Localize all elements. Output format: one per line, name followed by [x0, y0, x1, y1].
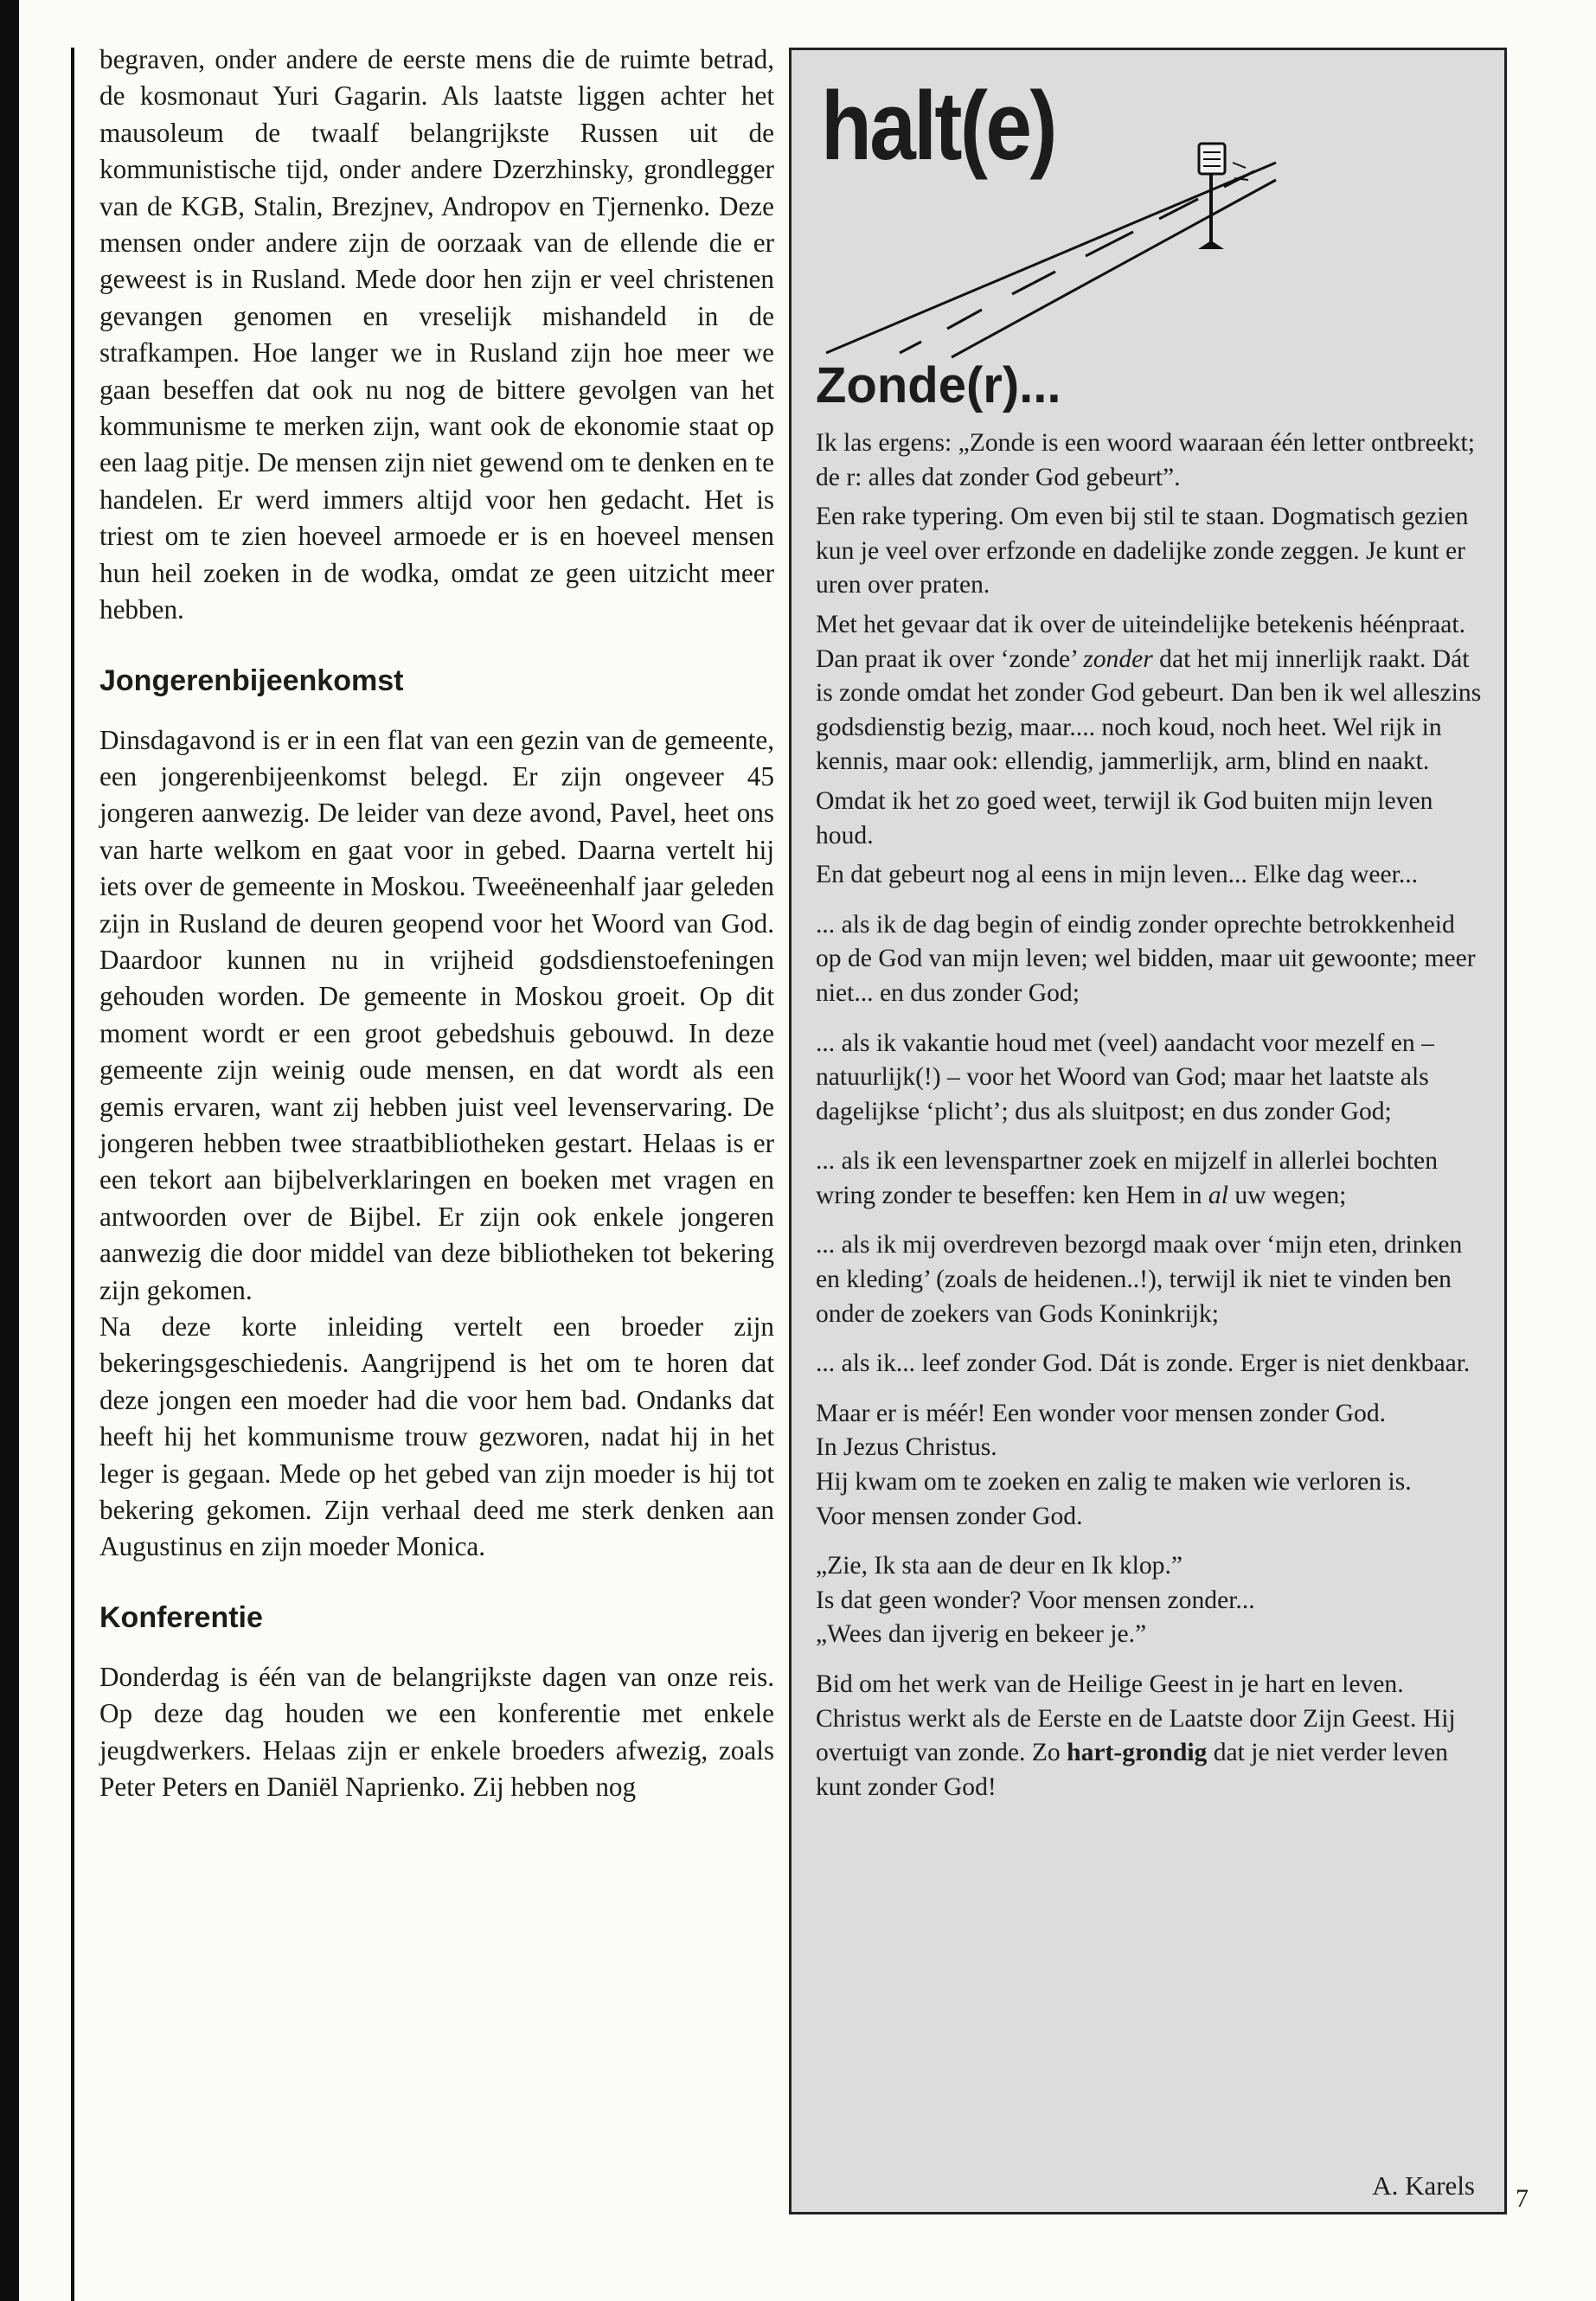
sidebar-paragraph-12-line-3: „Wees dan ijverig en bekeer je.” [816, 1620, 1147, 1649]
sidebar-paragraph-11-line-2: In Jezus Christus. [816, 1433, 997, 1462]
sidebar-paragraph-8-emphasis: al [1208, 1181, 1228, 1209]
sidebar-paragraph-13 [816, 1668, 1486, 1804]
section1-paragraph-2: Na deze korte inleiding vertelt een broeder zijn bekeringsgeschiedenis. Aangrijpend is het om te horen dat deze jongen een moeder had die voor hem bad. Ondanks dat heeft hij het kommunisme trouw gezworen, nadat hij in het leger is gegaan. Mede op het gebed van zijn moeder is hij tot bekering gekomen. Zijn verhaal deed me sterk denken aan Augustinus en zijn moeder Monica. [99, 1311, 774, 1562]
sidebar-paragraph-3 [816, 608, 1486, 779]
sidebar-paragraph-13-part-1: Bid om het werk van de Heilige Geest in je hart en leven. Christus werkt als de Eerste en de Laatste door Zijn Geest. Hij overtuigt van zonde. Zo [816, 1670, 1456, 1767]
sidebar-box [789, 48, 1507, 2214]
intro-paragraph: begraven, onder andere de eerste mens die de ruimte betrad, de kosmonaut Yuri Gagarin. Als laatste liggen achter het mausoleum de twaalf belangrijkste Russen uit de kommunistische tijd, onder andere Dzerzhinsky, grondlegger van de KGB, Stalin, Brezjnev, Andropov en Tjernenko. Deze mensen onder andere zijn de oorzaak van de ellende die er geweest is in Rusland. Mede door hen zijn er veel christenen gevangen genomen en vreselijk mishandeld in de strafkampen. Hoe langer we in Rusland zijn hoe meer we gaan beseffen dat ook nu nog de bittere gevolgen van het kommunisme te merken zijn, want ook de ekonomie staat op een laag pitje. De mensen zijn niet gewend om te denken en te handelen. Er werd immers altijd voor hen gedacht. Het is triest om te zien hoeveel armoede er is en hoeveel mensen hun heil zoeken in de wodka, omdat ze geen uitzicht meer hebben. [99, 44, 774, 625]
author-signature: A. Karels [1372, 2170, 1475, 2201]
sidebar-paragraph-12 [816, 1549, 1486, 1652]
sidebar-paragraph-8 [816, 1144, 1486, 1213]
section-heading-jongerenbijeenkomst: Jongerenbijeenkomst [99, 663, 404, 697]
margin-rule [71, 48, 74, 2301]
page-number: 7 [1516, 2184, 1529, 2213]
sidebar-title: Zonde(r)... [816, 357, 1061, 413]
sidebar-paragraph-11-line-1: Maar er is méér! Een wonder voor mensen zonder God. [816, 1399, 1387, 1427]
sidebar-paragraph-12-line-1: „Zie, Ik sta aan de deur en Ik klop.” [816, 1552, 1183, 1580]
sidebar-paragraph-3-part-1: Met het gevaar dat ik over de uiteindelijke betekenis héénpraat. Dan praat ik over ‘zonde’ [816, 610, 1466, 673]
sidebar-content [816, 357, 1486, 1810]
sidebar-paragraph-9: ... als ik mij overdreven bezorgd maak over ‘mijn eten, drinken en kleding’ (zoals de heidenen..!), terwijl ik niet te vinden ben onder de zoekers van Gods Koninkrijk; [816, 1231, 1463, 1328]
sidebar-paragraph-8-part-1: ... als ik een levenspartner zoek en mijzelf in allerlei bochten wring zonder te beseffen: ken Hem in [816, 1147, 1438, 1209]
sidebar-paragraph-6: ... als ik de dag begin of eindig zonder oprechte betrokkenheid op de God van mijn leven; wel bidden, maar uit gewoonte; meer niet... en dus zonder God; [816, 910, 1476, 1007]
sidebar-paragraph-4: Omdat ik het zo goed weet, terwijl ik God buiten mijn leven houd. [816, 786, 1433, 849]
sidebar-paragraph-11-line-3: Hij kwam om te zoeken en zalig te maken wie verloren is. [816, 1468, 1412, 1497]
section2-paragraph: Donderdag is één van de belangrijkste dagen van onze reis. Op deze dag houden we een konferentie met enkele jeugdwerkers. Helaas zijn er enkele broeders afwezig, zoals Peter Peters en Daniël Naprienko. Zij hebben nog [99, 1661, 774, 1803]
sidebar-paragraph-12-line-2: Is dat geen wonder? Voor mensen zonder... [816, 1586, 1255, 1614]
sidebar-paragraph-8-part-2: uw wegen; [1227, 1181, 1347, 1209]
sidebar-paragraph-3-part-2: dat het mij innerlijk raakt. Dát is zonde omdat het zonder God gebeurt. Dan ben ik wel alleszins godsdienstig bezig, maar.... noch koud, noch heet. Wel rijk in kennis, maar ook: ellendig, jammerlijk, arm, blind en naakt. [816, 644, 1482, 776]
sidebar-paragraph-7: ... als ik vakantie houd met (veel) aandacht voor mezelf en – natuurlijk(!) – voor het Woord van God; maar het laatste als dagelijkse ‘plicht’; dus als sluitpost; en dus zonder God; [816, 1029, 1434, 1125]
sidebar-paragraph-11 [816, 1397, 1486, 1534]
sidebar-paragraph-3-emphasis: zonder [1083, 644, 1153, 673]
binding-edge [0, 0, 19, 2301]
sidebar-paragraph-11-line-4: Voor mensen zonder God. [816, 1502, 1083, 1530]
sidebar-paragraph-5: En dat gebeurt nog al eens in mijn leven... Elke dag weer... [816, 861, 1419, 889]
sidebar-paragraph-13-bold: hart-grondig [1067, 1739, 1208, 1767]
sidebar-paragraph-10: ... als ik... leef zonder God. Dát is zonde. Erger is niet denkbaar. [816, 1349, 1471, 1378]
section-heading-konferentie: Konferentie [99, 1600, 263, 1634]
column-logo: halt(e) [821, 72, 1055, 180]
sidebar-paragraph-13-part-2: dat je niet verder leven kunt zonder God! [816, 1739, 1448, 1801]
main-article-column [99, 42, 774, 1805]
sidebar-paragraph-2: Een rake typering. Om even bij stil te staan. Dogmatisch gezien kun je veel over erfzonde en dadelijke zonde zeggen. Je kunt er uren over praten. [816, 503, 1469, 599]
section1-paragraph-1: Dinsdagavond is er in een flat van een gezin van de gemeente, een jongerenbijeenkomst belegd. Er zijn ongeveer 45 jongeren aanwezig. De leider van deze avond, Pavel, heet ons van harte welkom en gaat voor in gebed. Daarna vertelt hij iets over de gemeente in Moskou. Tweeëneenhalf jaar geleden zijn in Rusland de deuren geopend voor het Woord van God. Daardoor kunnen nu in vrijheid godsdienstoefeningen gehouden worden. De gemeente in Moskou groeit. Op dit moment wordt er een groot gebedshuis gebouwd. In deze gemeente zijn weinig oude mensen, en dat wordt als een gemis ervaren, want zij hebben juist veel levenservaring. De jongeren hebben twee straatbibliotheken gestart. Helaas is er een tekort aan bijbelverklaringen en boeken met vragen en antwoorden over de Bijbel. Er zijn ook enkele jongeren aanwezig die door middel van deze bibliotheken tot bekering zijn gekomen. [99, 724, 774, 1305]
sidebar-paragraph-1: Ik las ergens: „Zonde is een woord waaraan één letter ontbreekt; de r: alles dat zonder God gebeurt”. [816, 429, 1475, 491]
